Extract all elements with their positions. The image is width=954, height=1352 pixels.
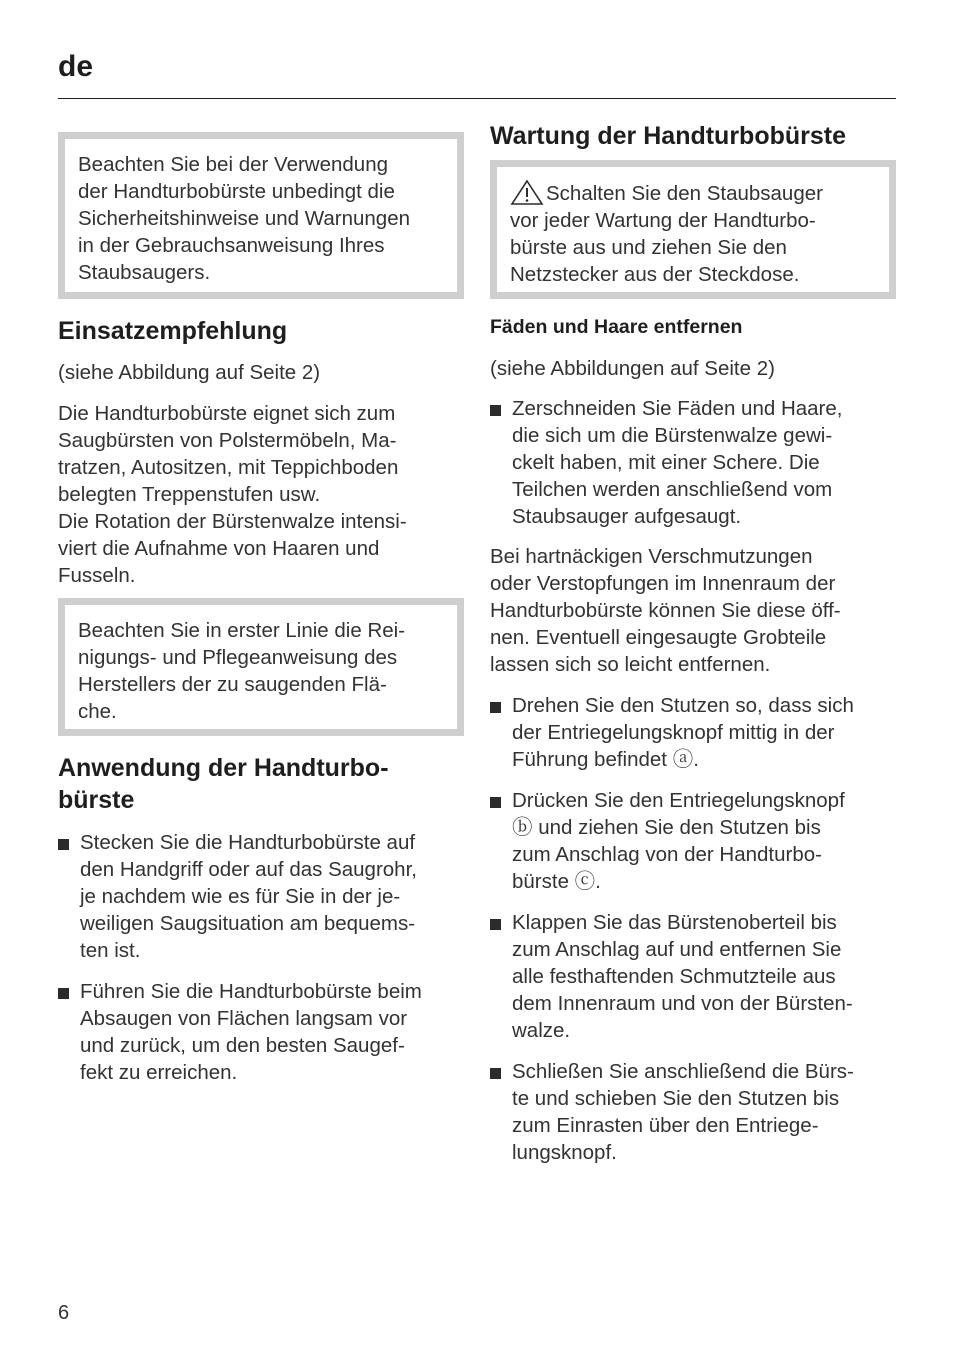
item-line: Schließen Sie anschließend die Bürs- [512,1060,854,1083]
bullet-square-icon [490,797,501,808]
section-title-einsatz: Einsatzempfehlung [58,317,288,345]
item-line: Klappen Sie das Bürstenoberteil bis [512,911,837,934]
list-item [490,787,900,895]
language-code: de [58,50,94,83]
warning-line [510,179,877,207]
bullet-square-icon [490,405,501,416]
body-line: Fusseln. [58,564,136,587]
title-line: bürste [58,786,135,814]
title-line: Anwendung der Handturbo- [58,754,389,782]
einsatz-body [58,400,464,589]
list-item [490,692,900,773]
body-line: Die Handturbobürste eignet sich zum [58,402,396,425]
item-line: Staubsauger aufgesaugt. [512,505,742,528]
item-line: Drehen Sie den Stutzen so, dass sich [512,694,854,717]
item-line: Zerschneiden Sie Fäden und Haare, [512,397,843,420]
body-line: tratzen, Autositzen, mit Teppichboden [58,456,399,479]
note-line: nigungs- und Pflegeanweisung des [78,646,398,669]
bullet-square-icon [490,919,501,930]
note-line: Beachten Sie in erster Linie die Rei- [78,619,406,642]
item-line: dem Innenraum und von der Bürsten- [512,992,853,1015]
warning-triangle-icon [510,179,544,205]
item-line: bürste ⓒ. [512,870,601,893]
body-line: Handturbobürste können Sie diese öff- [490,599,841,622]
list-item [490,395,900,530]
note-line: Staubsaugers. [78,261,211,284]
item-line: je nachdem wie es für Sie in der je- [80,885,401,908]
item-line: lungsknopf. [512,1141,617,1164]
note-line: Beachten Sie bei der Verwendung [78,153,389,176]
item-line: fekt zu erreichen. [80,1061,238,1084]
anwendung-list [58,829,468,1100]
warning-text: Schalten Sie den Staubsauger [546,182,823,205]
item-line: ckelt haben, mit einer Schere. Die [512,451,820,474]
note-line: in der Gebrauchsanweisung Ihres [78,234,385,257]
einsatz-ref: (siehe Abbildung auf Seite 2) [58,361,321,384]
warning-line: Netzstecker aus der Steckdose. [510,263,800,286]
faeden-list [490,395,900,544]
hartnaeckig-body [490,543,900,678]
item-line: alle festhaftenden Schmutzteile aus [512,965,836,988]
body-line: lassen sich so leicht entfernen. [490,653,771,676]
body-line: Die Rotation der Bürstenwalze intensi- [58,510,407,533]
item-line: ten ist. [80,939,141,962]
faeden-ref: (siehe Abbildungen auf Seite 2) [490,357,775,380]
section-title-anwendung [58,752,389,816]
item-line: zum Anschlag auf und entfernen Sie [512,938,842,961]
item-line: ⓑ und ziehen Sie den Stutzen bis [512,816,821,839]
item-line: Absaugen von Flächen langsam vor [80,1007,408,1030]
list-item [58,829,468,964]
note-line: che. [78,700,117,723]
bullet-square-icon [58,988,69,999]
body-line: nen. Eventuell eingesaugte Grobteile [490,626,827,649]
note-line: Herstellers der zu saugenden Flä- [78,673,387,696]
body-line: Bei hartnäckigen Verschmutzungen [490,545,813,568]
item-line: te und schieben Sie den Stutzen bis [512,1087,840,1110]
body-line: viert die Aufnahme von Haaren und [58,537,380,560]
note-line: der Handturbobürste unbedingt die [78,180,395,203]
warning-box [490,160,896,299]
item-line: und zurück, um den besten Saugef- [80,1034,405,1057]
list-item [58,978,468,1086]
item-line: Drücken Sie den Entriegelungsknopf [512,789,845,812]
item-line: Stecken Sie die Handturbobürste auf [80,831,416,854]
note-box-safety [58,132,464,299]
note-line: Sicherheitshinweise und Warnungen [78,207,410,230]
section-title-wartung: Wartung der Handturbobürste [490,122,847,150]
body-line: Saugbürsten von Polstermöbeln, Ma- [58,429,397,452]
item-line: zum Einrasten über den Entriege- [512,1114,819,1137]
item-line: Führen Sie die Handturbobürste beim [80,980,422,1003]
subsection-title-faeden: Fäden und Haare entfernen [490,316,743,338]
item-line: der Entriegelungsknopf mittig in der [512,721,835,744]
body-line: belegten Treppenstufen usw. [58,483,321,506]
item-line: Teilchen werden anschließend vom [512,478,833,501]
warning-line: vor jeder Wartung der Handturbo- [510,209,816,232]
item-line: Führung befindet ⓐ. [512,748,699,771]
warning-line: bürste aus und ziehen Sie den [510,236,787,259]
bullet-square-icon [490,1068,501,1079]
item-line: die sich um die Bürstenwalze gewi- [512,424,833,447]
body-line: oder Verstopfungen im Innenraum der [490,572,836,595]
list-item [490,1058,900,1166]
item-line: weiligen Saugsituation am bequems- [80,912,416,935]
steps-list [490,692,900,1180]
header-rule [58,98,896,99]
bullet-square-icon [58,839,69,850]
item-line: den Handgriff oder auf das Saugrohr, [80,858,417,881]
item-line: walze. [512,1019,571,1042]
item-line: zum Anschlag von der Handturbo- [512,843,822,866]
page-number: 6 [58,1302,70,1324]
list-item [490,909,900,1044]
note-box-care [58,598,464,736]
bullet-square-icon [490,702,501,713]
